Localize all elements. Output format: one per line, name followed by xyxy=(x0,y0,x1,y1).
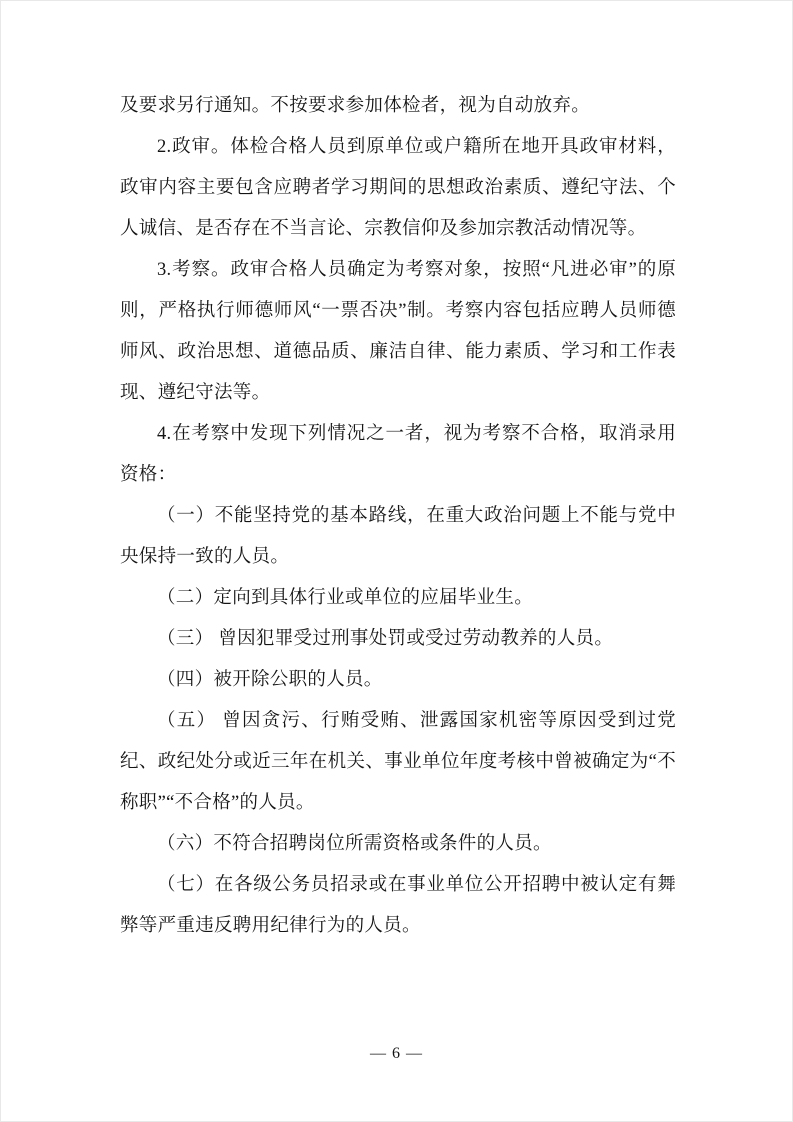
paragraph: 及要求另行通知。不按要求参加体检者，视为自动放弃。 xyxy=(120,96,591,116)
paragraph: 4.在考察中发现下列情况之一者，视为考察不合格，取消录用资格： xyxy=(120,424,676,485)
paragraph: （一）不能坚持党的基本路线，在重大政治问题上不能与党中央保持一致的人员。 xyxy=(120,506,676,567)
paragraph: （三） 曾因犯罪受过刑事处罚或受过劳动教养的人员。 xyxy=(157,629,614,649)
paragraph: （二）定向到具体行业或单位的应届毕业生。 xyxy=(157,588,534,608)
paragraph: （四）被开除公职的人员。 xyxy=(157,670,383,690)
page-number: — 6 — xyxy=(370,1045,423,1062)
paragraph: 2.政审。体检合格人员到原单位或户籍所在地开具政审材料，政审内容主要包含应聘者学习期间的思想政治素质、遵纪守法、个人诚信、是否存在不当言论、宗教信仰及参加宗教活动情况等。 xyxy=(120,137,676,239)
paragraph: （五） 曾因贪污、行贿受贿、泄露国家机密等原因受到过党纪、政纪处分或近三年在机关、事业单位年度考核中曾被确定为“不称职”“不合格”的人员。 xyxy=(120,711,676,813)
paragraph: （七）在各级公务员招录或在事业单位公开招聘中被认定有舞弊等严重违反聘用纪律行为的人员。 xyxy=(120,875,676,936)
paragraph: （六）不符合招聘岗位所需资格或条件的人员。 xyxy=(157,834,552,854)
paragraph: 3.考察。政审合格人员确定为考察对象，按照“凡进必审”的原则，严格执行师德师风“一票否决”制。考察内容包括应聘人员师德师风、政治思想、道德品质、廉洁自律、能力素质、学习和工作表现、遵纪守法等。 xyxy=(120,260,676,403)
document-body xyxy=(120,86,676,947)
